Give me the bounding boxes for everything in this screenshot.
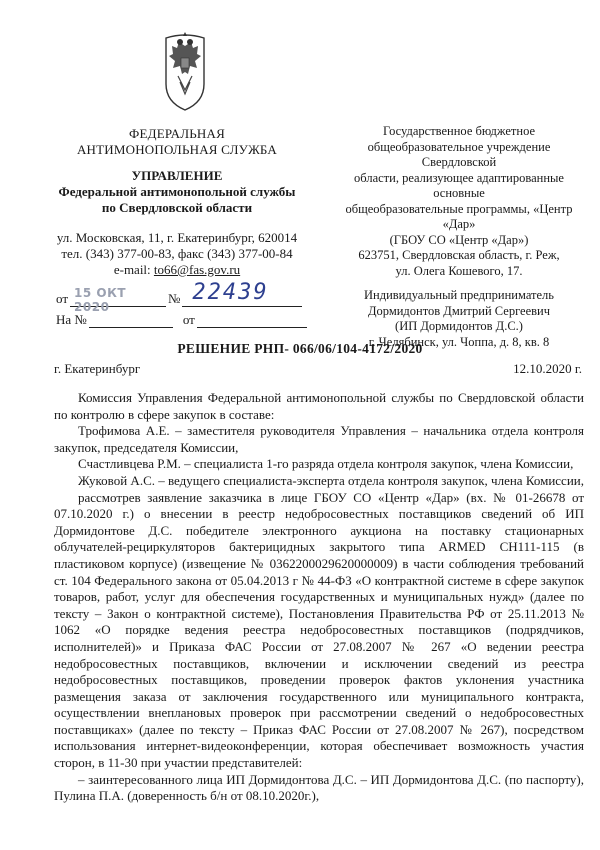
addressee-1-line: ул. Олега Кошевого, 17. [395,263,523,278]
addressee-2-line: г. Челябинск, ул. Чоппа, д. 8, кв. 8 [368,334,550,349]
sender-header [28,126,326,278]
registration-reference [56,311,309,328]
addressee-2-line: (ИП Дормидонтов Д.С.) [395,319,523,333]
dept-name-line2: Федеральной антимонопольной службы [58,184,296,199]
date-stamp: 15 ОКТ 2020 [74,286,127,314]
paragraph: рассмотрев заявление заказчика в лице ГБОУ СО «Центр «Дар» (вх. № 01-26678 от 07.10.2020 г.) о внесении в реестр недобросовестных поставщиков сведений об ИП Дормидонтове Д.С. победителе электронного аукциона на поставку стационарных облучателей-рециркуляторов бактерицидных закрытого типа ARMED СН111-115 (в пластиковом корпусе) (извещение № 0362200029620000009) в части соблюдения требований ст. 104 Федерального закона от 05.04.2013 г № 44-ФЗ «О контрактной системе в сфере закупок товаров, работ, услуг для обеспечения государственных и муниципальных нужд» (далее по тексту – Закон о контрактной системе), Постановления Правительства РФ от 25.11.2013 № 1062 «О порядке ведения реестра недобросовестных поставщиков (подрядчиков, исполнителей)» и Приказа ФАС России от 27.08.2007 № 267 «О ведении реестра недобросовестных поставщиков, включении и исключении сведений из реестра недобросовестных поставщиков, проведении проверок фактов уклонения участника размещения заказа от заключения государственного или муниципального контракта, осуществлении внеплановых проверок при рассмотрении сведений о недобросовестных поставщиках» (далее по тексту – Приказ ФАС России от 27.08.2007 № 267), посредством использования интернет-видеоконференции, которая обеспечивает возможность участия сторон, в 11-30 при участии представителей: [54,489,584,771]
outgoing-number-field [182,280,302,307]
addressee-1-line: общеобразовательное учреждение Свердловской [367,139,551,169]
ref-number-field [89,311,173,328]
sender-email-line [28,262,326,278]
from-label: от [56,291,69,306]
paragraph: Жуковой А.С. – ведущего специалиста-эксперта отдела контроля закупок, члена Комиссии, [78,472,584,488]
registration-outgoing [56,280,304,314]
ref-from-label: от [182,312,195,327]
dept-name-line1: УПРАВЛЕНИЕ [131,168,223,183]
coat-of-arms-emblem [160,28,210,112]
decision-title: РЕШЕНИЕ РНП- 066/06/104-4172/2020 [177,341,423,356]
paragraph: – заинтересованного лица ИП Дормидонтова Д.С. – ИП Дормидонтова Д.С. (по паспорту), Пулина П.А. (доверенность б/н от 08.10.2020г.), [54,771,584,804]
decision-date: 12.10.2020 г. [513,361,582,376]
email-label: e-mail: [113,262,154,277]
number-label: № [168,291,181,306]
addressee-1 [334,124,584,279]
org-name-line1: ФЕДЕРАЛЬНАЯ [129,126,225,141]
recipients-header [334,124,584,350]
outgoing-date-field [70,286,166,314]
email-link[interactable]: to66@fas.gov.ru [153,262,241,277]
sender-address: ул. Московская, 11, г. Екатеринбург, 620014 [56,230,298,245]
paragraph: Счастливцева Р.М. – специалиста 1-го разряда отдела контроля закупок, члена Комиссии, [78,456,574,472]
dept-name-line3: по Свердловской области [101,200,253,215]
ref-label: На № [56,312,87,327]
city-line: г. Екатеринбург [54,361,141,376]
addressee-1-line: области, реализующее адаптированные основные [354,170,564,200]
paragraph: Трофимова А.Е. – заместителя руководителя Управления – начальника отдела контроля закупок, председателя Комиссии, [54,423,584,455]
addressee-1-line: 623751, Свердловская область, г. Реж, [358,248,560,262]
handwritten-number: 22439 [192,280,269,305]
ref-date-field [197,311,307,328]
decision-body [54,390,584,805]
org-name-line2: АНТИМОНОПОЛЬНАЯ СЛУЖБА [76,142,278,157]
addressee-2-line: Дормидонтов Дмитрий Сергеевич [367,303,551,318]
addressee-2-line: Индивидуальный предприниматель [364,288,554,302]
addressee-1-line: общеобразовательные программы, «Центр «Дар» [345,201,573,231]
paragraph: Комиссия Управления Федеральной антимонопольной службы по Свердловской области по контролю в сфере закупок в составе: [54,390,584,422]
sender-phone: тел. (343) 377-00-83, факс (343) 377-00-84 [61,246,293,261]
addressee-1-line: Государственное бюджетное [382,124,536,138]
addressee-1-line: (ГБОУ СО «Центр «Дар») [389,232,529,247]
